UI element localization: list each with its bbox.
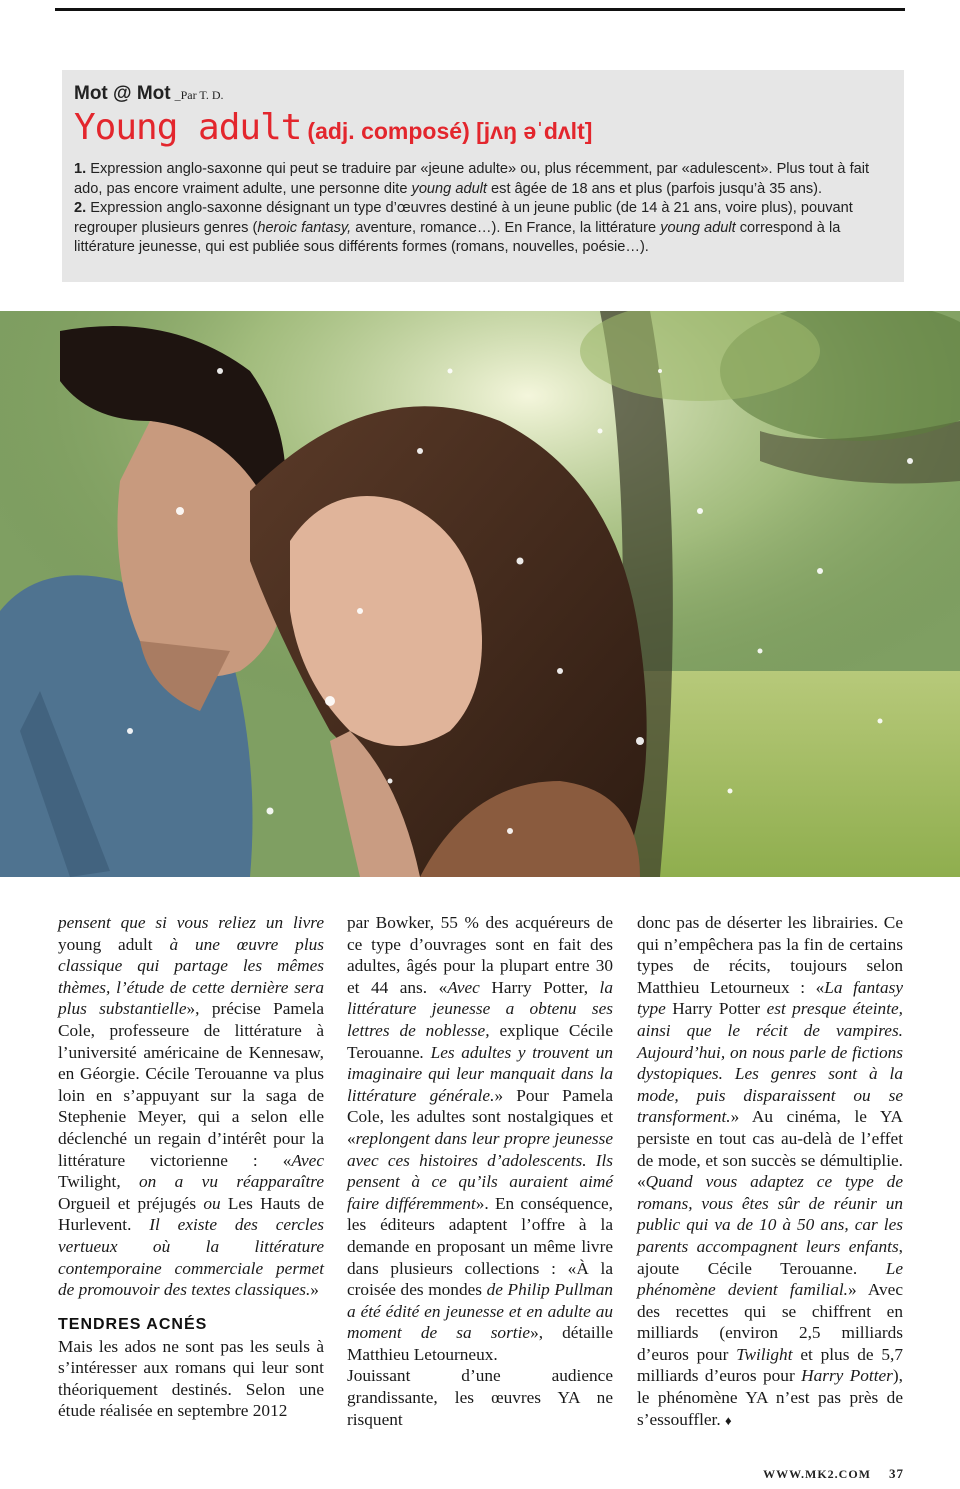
col2-run-06: . Les adultes y trouvent un imaginaire qui leur manquait dans la littérature générale. [347,1042,613,1105]
col3-paragraph [637,912,903,1431]
col1-run-08: Orgueil et préjugés [58,1193,204,1213]
section-kicker [74,84,892,105]
col3-run-08: Le phénomène devient familial. [637,1258,903,1300]
col1-run-07: , on a vu réapparaître [116,1172,324,1192]
col2-run-03: Harry Potter, [479,977,600,997]
col3-run-06: Quand vous adaptez ce type de romans, vous êtes sûr de réunir un public qui va de 10 à 50 ans, car les parents accompagnent leurs enfants [637,1172,903,1256]
subheading: TENDRES ACNÉS [58,1315,208,1333]
col1-run-04: », précise Pamela Cole, professeure de littérature à l’université américaine de Kennesaw, en Géorgie. Cécile Terouanne va plus loin en s’appuyant sur la saga de Stephenie Meyer, qui a selon elle déclenché un regain d’intérêt pour la littérature victorienne : « [58,999,324,1170]
col2-run-09: ». En conséquence, les éditeurs adaptent l’offre à la demande en proposant un même livre dans plusieurs collections : « [347,1193,614,1278]
def1-italic: young adult [411,180,487,197]
col2-run-08: replongent dans leur propre jeunesse avec ces histoires d’adolescents. Ils pensent à ce qu’ils auraient aimé faire différemment [347,1128,613,1213]
col2-run-11: de Philip Pullman a été édité en jeunesse et en adulte au moment de sa sortie [347,1280,613,1343]
col1-paragraph-2: Mais les ados ne sont pas les seuls à s’intéresser aux romans qui leur sont théoriquement destinés. Selon une étude réalisée en septembre 2012 [58,1336,324,1421]
end-of-article-mark: ♦ [725,1412,732,1428]
col2-run-01: par Bowker, 55 % des acquéreurs de ce type d’ouvrages sont en fait des adultes, âgés pour la plupart entre 30 et 44 ans. « [347,913,613,997]
kicker-label: Mot @ Mot [74,83,171,104]
def1-number: 1. [74,161,87,177]
col3-run-13: ), le phénomène YA n’est pas près de s’essouffler. [637,1366,903,1429]
page-footer [763,1466,904,1482]
col3-run-05: » Au cinéma, le YA persiste en tout cas au-delà de l’effet de mode, et son succès se démultiplie. « [637,1107,903,1192]
col2-run-07: » Pour Pamela Cole, les adultes sont nostalgiques et « [347,1085,614,1148]
grammar-pronunciation: (adj. composé) [jʌŋ əˈdʌlt] [307,118,593,144]
def2-text: Expression anglo-saxonne désignant un type d’œuvres destiné à un jeune public (de 14 à 21 ans, voire plus), pouvant regrouper plusieurs genres ( [74,200,853,236]
article-column-3 [637,912,903,1431]
def2-number: 2. [74,200,87,216]
headword: Young adult [74,107,302,148]
col2-paragraph [347,912,613,1365]
col1-run-11: Il existe des cercles vertueux où la littérature contemporaine commerciale permet de promouvoir des textes classiques. [58,1215,324,1300]
col3-run-12: Harry Potter [801,1366,893,1386]
col2-run-02: Avec [447,977,480,997]
col3-run-03: Harry Potter [665,999,767,1019]
top-rule [55,8,905,11]
col3-run-02: La fantasy type [637,977,904,1019]
definition-1 [74,160,892,199]
col1-run-10: Les Hauts de Hurlevent. [58,1193,324,1235]
col3-run-01: donc pas de déserter les librairies. Ce qui n’empêchera pas la fin de certains types de récits, toujours selon Matthieu Letourneux : « [637,913,903,997]
col1-run-09: ou [203,1193,221,1213]
def2-italic-1: heroic fantasy, [257,219,352,236]
col1-run-05: Avec [291,1150,324,1170]
col1-run-03: à une œuvre plus classique qui partage les mêmes thèmes, l’étude de cette dernière sera plus substantielle [58,934,324,1019]
def1-text-end: est âgée de 18 ans et plus (parfois jusqu’à 35 ans). [486,180,823,197]
headword-line [74,109,892,154]
col1-run-06: Twilight [58,1172,117,1192]
col2-run-12: », détaille Matthieu Letourneux. [347,1323,614,1364]
page-number: 37 [889,1466,904,1481]
article-column-2 [347,912,613,1430]
def2-text-end: correspond à la littérature jeunesse, qui est publiée sous différents formes (romans, nouvelles, poésie…). [74,219,841,255]
photo-illustration [0,311,960,877]
col2-run-05: explique Cécile Terouanne [347,1020,613,1062]
col3-run-07: , ajoute Cécile Terouanne. [637,1236,903,1278]
glossary-box [62,70,904,282]
def2-italic-2: young adult [660,219,736,236]
col1-paragraph [58,912,324,1301]
footer-url[interactable]: WWW.MK2.COM [763,1467,871,1481]
col3-run-09: » Avec des recettes qui se chiffrent en milliards (environ 2,5 milliards d’euros pour [637,1280,903,1364]
film-still-photo [0,311,960,877]
byline: _Par T. D. [174,88,224,102]
col1-run-12: » [310,1280,319,1300]
article-column-1 [58,912,324,1422]
col3-run-04: est presque éteinte, ainsi que le récit de vampires. Aujourd’hui, on nous parle de fictions dystopiques. Les genres sont à la mode, puis disparaissent ou se transforment. [637,999,903,1127]
def2-text-mid: aventure, romance…). En France, la littérature [351,219,661,236]
col1-run-01: pensent que si vous reliez un livre [58,913,324,932]
col2-run-04: la littérature jeunesse a obtenu ses lettres de noblesse, [347,977,613,1040]
col3-run-10: Twilight [736,1344,793,1364]
col3-run-11: et plus de 5,7 milliards d’euros pour [637,1344,903,1386]
def1-text: Expression anglo-saxonne qui peut se traduire par «jeune adulte» ou, plus récemment, par «adulescent». Plus tout à fait ado, pas encore vraiment adulte, une personne dite [74,161,870,197]
col1-run-02: young adult [58,934,153,954]
definition-2 [74,199,892,258]
col2-run-10: À la croisée des mondes [347,1258,613,1300]
col2-paragraph-2: Jouissant d’une audience grandissante, les œuvres YA ne risquent [347,1366,613,1429]
